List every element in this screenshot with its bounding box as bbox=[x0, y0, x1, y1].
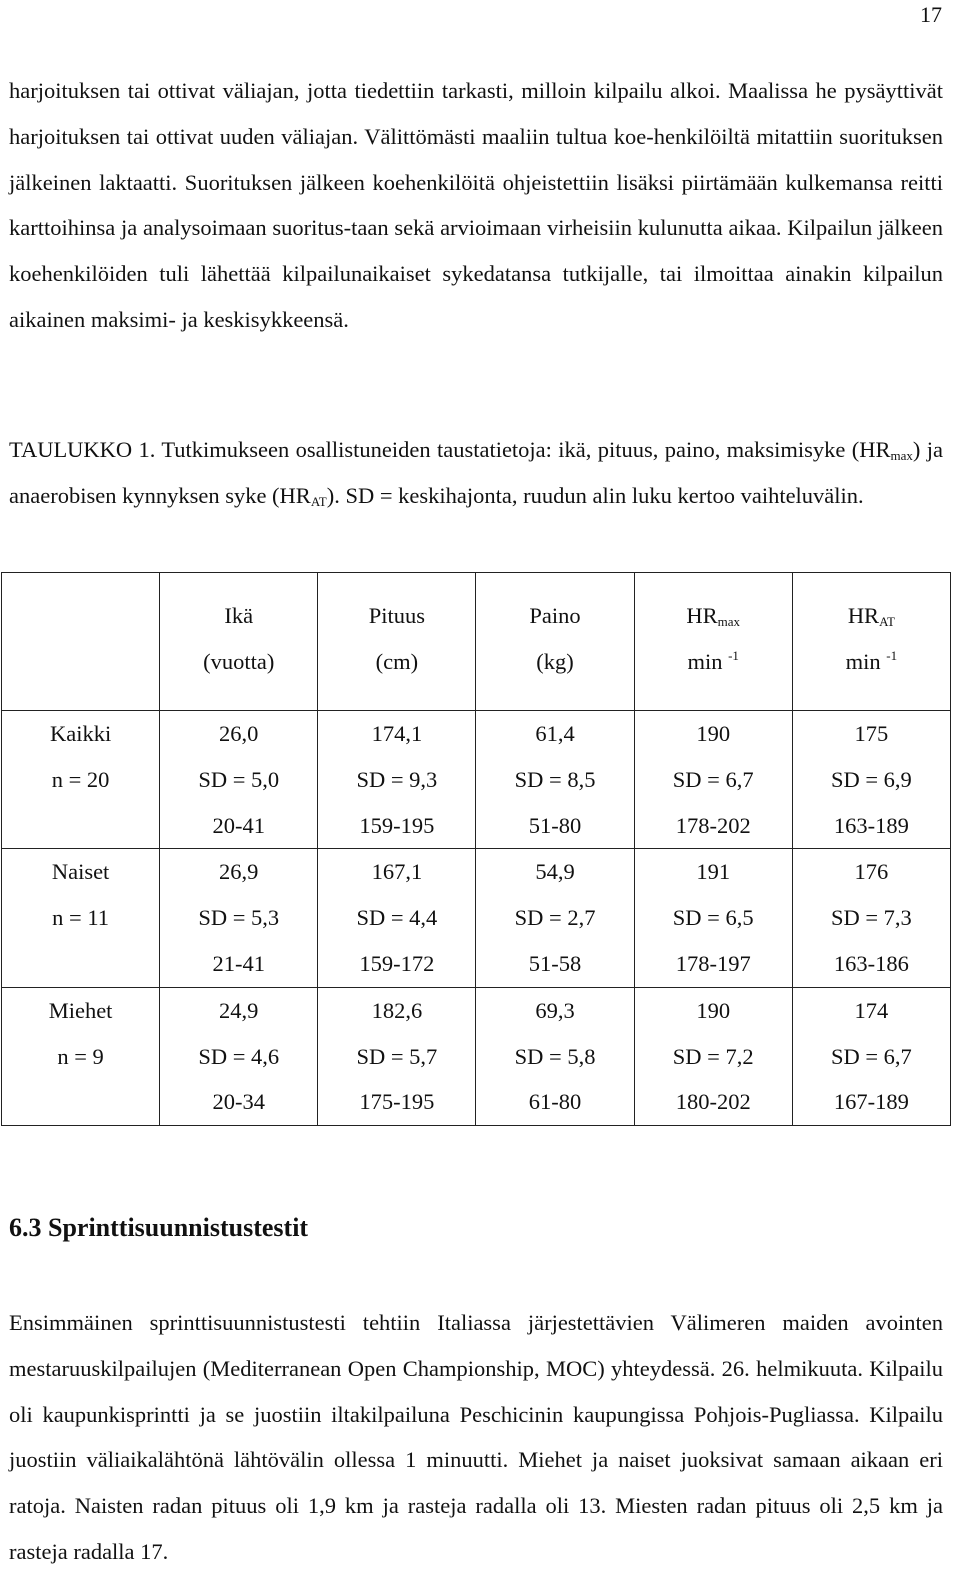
cell-sd: SD = 7,2 bbox=[672, 1043, 754, 1069]
group-label: Naiset bbox=[51, 859, 110, 885]
cell-miehet-age bbox=[160, 987, 318, 1125]
cell-sd: SD = 5,8 bbox=[514, 1043, 596, 1069]
cell-sd: SD = 6,7 bbox=[672, 766, 754, 792]
cell-sd: SD = 8,5 bbox=[514, 766, 596, 792]
header-hrmax-unit: min $^{-1}$ bbox=[687, 647, 739, 674]
header-weight-label: Paino bbox=[529, 603, 581, 628]
cell-miehet-hrat bbox=[792, 987, 950, 1125]
table-header-row bbox=[2, 573, 951, 711]
header-weight-unit: (kg) bbox=[536, 648, 574, 674]
group-n: n = 11 bbox=[52, 905, 109, 931]
cell-kaikki-age bbox=[160, 711, 318, 849]
caption-part-2: ) ja anaerobisen kynnyksen syke (HR bbox=[9, 437, 944, 508]
table-row-miehet bbox=[2, 987, 951, 1125]
cell-sd: SD = 5,3 bbox=[198, 905, 280, 931]
body-paragraph-1: harjoituksen tai ottivat väliajan, jotta tiedettiin tarkasti, milloin kilpailu alkoi. Maalissa he pysäyttivät harjoituksen tai ottivat uuden väliajan. Välittömästi maaliin tultua koe-henkilöiltä mitattiin suorituksen jälkeinen laktaatti. Suorituksen jälkeen koehenkilöitä ohjeistettiin lisäksi piirtämään kulkemansa reitti karttoihinsa ja analysoimaan suoritus-taan sekä arvioimaan virheisiin kulunutta aikaa. Kilpailun jälkeen koehenkilöiden tuli lähettää kilpailunaikaiset sykedatansa tutkijalle, tai ilmoittaa ainakin kilpailun aikainen maksimi- ja keskisykkeensä. bbox=[9, 78, 943, 332]
cell-mean: 190 bbox=[696, 721, 731, 746]
cell-miehet-weight bbox=[476, 987, 634, 1125]
cell-range: 51-80 bbox=[528, 812, 582, 838]
cell-naiset-hrmax bbox=[634, 849, 792, 987]
header-height-unit: (cm) bbox=[375, 648, 419, 674]
header-empty-cell bbox=[2, 573, 160, 711]
cell-sd: SD = 9,3 bbox=[356, 766, 438, 792]
caption-sub-at: AT bbox=[310, 493, 327, 509]
cell-kaikki-hrmax bbox=[634, 711, 792, 849]
section-heading: 6.3 Sprinttisuunnistustestit bbox=[9, 1213, 309, 1242]
cell-sd: SD = 7,3 bbox=[830, 905, 912, 931]
cell-kaikki-height bbox=[318, 711, 476, 849]
cell-range: 178-197 bbox=[675, 950, 751, 976]
cell-kaikki-hrat bbox=[792, 711, 950, 849]
cell-range: 159-195 bbox=[359, 812, 435, 838]
cell-range: 163-189 bbox=[833, 812, 909, 838]
cell-range: 61-80 bbox=[528, 1089, 582, 1115]
cell-sd: SD = 6,9 bbox=[830, 766, 912, 792]
cell-mean: 174 bbox=[854, 997, 889, 1023]
cell-mean: 24,9 bbox=[219, 997, 259, 1023]
cell-mean: 182,6 bbox=[371, 997, 423, 1023]
cell-mean: 54,9 bbox=[535, 859, 575, 885]
row-label-kaikki bbox=[2, 711, 160, 849]
group-label: Kaikki bbox=[49, 721, 112, 746]
caption-sub-max: max bbox=[890, 448, 913, 463]
cell-sd: SD = 6,5 bbox=[672, 905, 754, 931]
cell-sd: SD = 4,6 bbox=[198, 1043, 280, 1069]
cell-naiset-weight bbox=[476, 849, 634, 987]
cell-mean: 167,1 bbox=[371, 859, 423, 885]
cell-mean: 174,1 bbox=[371, 721, 423, 746]
cell-naiset-age bbox=[160, 849, 318, 987]
cell-sd: SD = 5,0 bbox=[198, 766, 280, 792]
table-row-naiset bbox=[2, 849, 951, 987]
caption-part-3: ). SD = keskihajonta, ruudun alin luku kertoo vaihteluvälin. bbox=[326, 482, 864, 508]
cell-range: 20-34 bbox=[212, 1089, 265, 1115]
cell-mean: 176 bbox=[854, 859, 889, 885]
cell-sd: SD = 4,4 bbox=[356, 905, 438, 931]
background-data-table bbox=[1, 572, 951, 1126]
cell-miehet-hrmax bbox=[634, 987, 792, 1125]
cell-mean: 191 bbox=[696, 859, 731, 885]
group-n: n = 20 bbox=[51, 766, 110, 792]
cell-naiset-height bbox=[318, 849, 476, 987]
body-paragraph-2: Ensimmäinen sprinttisuunnistustesti tehtiin Italiassa järjestettävien Välimeren maiden avointen mestaruuskilpailujen (Mediterranean Open Championship, MOC) yhteydessä. 26. helmikuuta. Kilpailu oli kaupunkisprintti ja se juostiin iltakilpailuna Peschicinin kaupungissa Pohjois-Pugliassa. Kilpailu juostiin väliaikalähtönä lähtövälin ollessa 1 minuutti. Miehet ja naiset juoksivat samaan aikaan eri ratoja. Naisten radan pituus oli 1,9 km ja rasteja radalla oli 13. Miesten radan pituus oli 2,5 km ja rasteja radalla 17. bbox=[9, 1310, 943, 1564]
caption-part-1: TAULUKKO 1. Tutkimukseen osallistuneiden taustatietoja: ikä, pituus, paino, maksimisyke (HR bbox=[9, 437, 891, 462]
row-label-naiset bbox=[2, 849, 160, 987]
table-row-kaikki bbox=[2, 711, 951, 849]
header-age bbox=[160, 573, 318, 711]
header-hrat-unit: min $^{-1}$ bbox=[845, 647, 898, 674]
header-hrmax-label: $HR_{max}$ bbox=[686, 603, 741, 629]
cell-range: 20-41 bbox=[212, 812, 265, 838]
cell-sd: SD = 6,7 bbox=[830, 1043, 912, 1069]
header-hrat bbox=[792, 573, 950, 711]
cell-mean: 69,3 bbox=[535, 997, 575, 1023]
cell-range: 178-202 bbox=[675, 812, 751, 838]
cell-kaikki-weight bbox=[476, 711, 634, 849]
header-height-label: Pituus bbox=[368, 603, 426, 628]
cell-sd: SD = 5,7 bbox=[356, 1043, 438, 1069]
header-weight bbox=[476, 573, 634, 711]
cell-range: 51-58 bbox=[528, 950, 582, 976]
cell-range: 175-195 bbox=[359, 1089, 435, 1115]
cell-mean: 175 bbox=[854, 721, 889, 746]
cell-sd: SD = 2,7 bbox=[514, 905, 596, 931]
header-height bbox=[318, 573, 476, 711]
header-hrmax bbox=[634, 573, 792, 711]
cell-naiset-hrat bbox=[792, 849, 950, 987]
cell-range: 21-41 bbox=[212, 950, 265, 976]
cell-mean: 26,9 bbox=[219, 859, 259, 885]
table-caption bbox=[9, 427, 943, 519]
cell-miehet-height bbox=[318, 987, 476, 1125]
header-hrat-label: $HR_{AT}$ bbox=[847, 603, 895, 629]
cell-range: 180-202 bbox=[675, 1089, 751, 1115]
cell-mean: 26,0 bbox=[219, 721, 259, 746]
header-age-unit: (vuotta) bbox=[203, 648, 275, 674]
cell-range: 163-186 bbox=[833, 950, 909, 976]
page-number: 17 bbox=[920, 2, 942, 27]
header-age-label: Ikä bbox=[224, 603, 254, 628]
group-n: n = 9 bbox=[57, 1043, 104, 1069]
group-label: Miehet bbox=[48, 997, 113, 1023]
cell-mean: 190 bbox=[696, 997, 731, 1023]
cell-range: 167-189 bbox=[833, 1089, 909, 1115]
row-label-miehet bbox=[2, 987, 160, 1125]
cell-range: 159-172 bbox=[359, 950, 435, 976]
cell-mean: 61,4 bbox=[535, 721, 575, 746]
